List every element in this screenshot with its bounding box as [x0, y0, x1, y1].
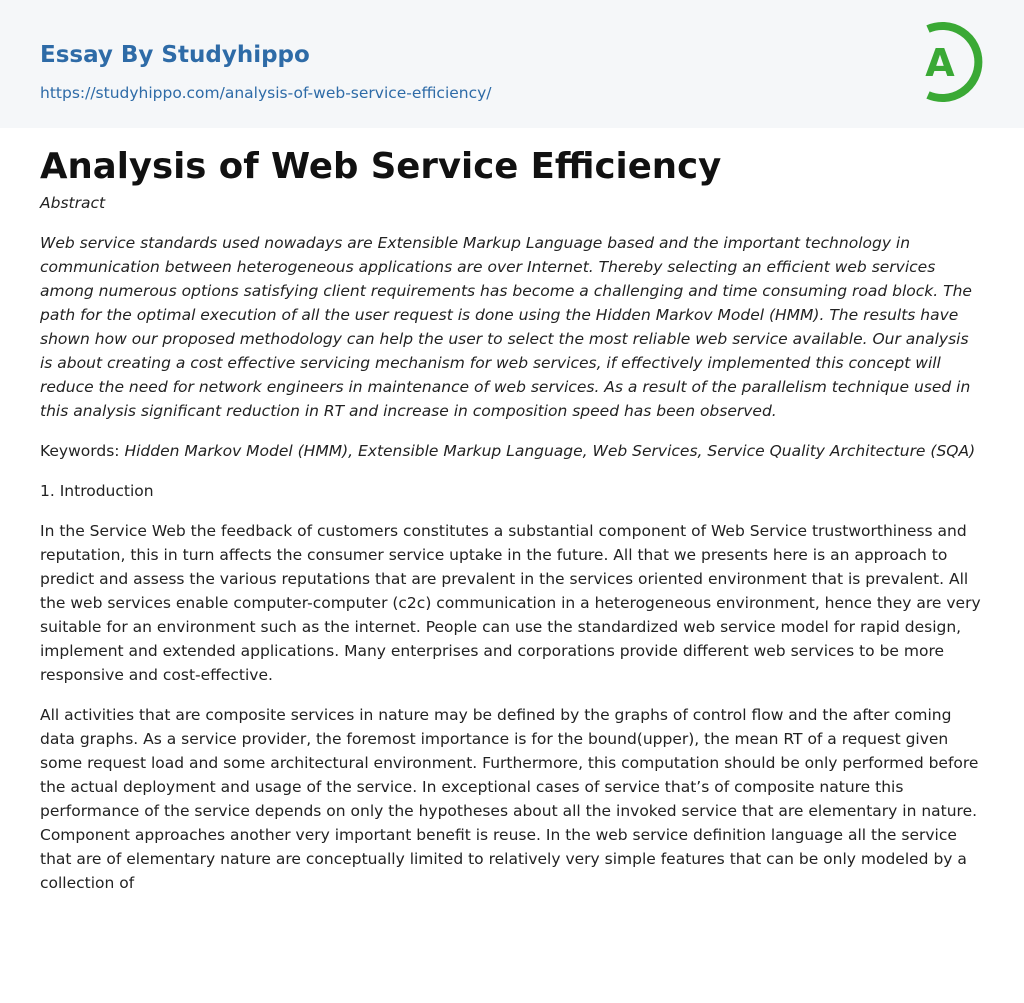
page-title: Analysis of Web Service Efficiency [40, 146, 722, 187]
site-header [0, 0, 1024, 128]
source-url-link[interactable]: https://studyhippo.com/analysis-of-web-service-efficiency/ [40, 84, 492, 102]
abstract-paragraph: Web service standards used nowadays are Extensible Markup Language based and the important technology in communication between heterogeneous applications are over Internet. Thereby selecting an efficient web services among numerous options satisfying client requirements has become a challenging and time consuming road block. The path for the optimal execution of all the user request is done using the Hidden Markov Model (HMM). The results have shown how our proposed methodology can help the user to select the most reliable web service available. Our analysis is about creating a cost effective servicing mechanism for web services, if effectively implemented this concept will reduce the need for network engineers in maintenance of web services. As a result of the parallelism technique used in this analysis significant reduction in RT and increase in composition speed has been observed. [40, 233, 972, 420]
section-heading-introduction: 1. Introduction [40, 481, 154, 500]
keywords-label: Keywords: [40, 441, 120, 460]
studyhippo-logo-icon[interactable] [908, 18, 990, 106]
keywords-paragraph [40, 439, 984, 463]
logo-letter: A [925, 41, 955, 85]
keywords-list: Hidden Markov Model (HMM), Extensible Markup Language, Web Services, Service Quality Architecture (SQA) [124, 441, 976, 460]
article [0, 128, 1024, 895]
brand-title[interactable]: Essay By Studyhippo [40, 42, 310, 68]
intro-paragraph-1: In the Service Web the feedback of customers constitutes a substantial component of Web Service trustworthiness and reputation, this in turn affects the consumer service uptake in the future. All that we presents here is an approach to predict and assess the various reputations that are prevalent in the services oriented environment that is prevalent. All the web services enable computer-computer (c2c) communication in a heterogeneous environment, hence they are very suitable for an environment such as the internet. People can use the standardized web service model for rapid design, implement and extended applications. Many enterprises and corporations provide different web services to be more responsive and cost-effective. [40, 521, 981, 684]
abstract-label: Abstract [40, 193, 106, 212]
intro-paragraph-2: All activities that are composite services in nature may be defined by the graphs of control flow and the after coming data graphs. As a service provider, the foremost importance is for the bound(upper), the mean RT of a request given some request load and some architectural environment. Furthermore, this computation should be only performed before the actual deployment and usage of the service. In exceptional cases of service that’s of composite nature this performance of the service depends on only the hypotheses about all the invoked service that are elementary in nature. Component approaches another very important benefit is reuse. In the web service definition language all the service that are of elementary nature are conceptually limited to relatively very simple features that can be only modeled by a collection of [40, 705, 979, 892]
